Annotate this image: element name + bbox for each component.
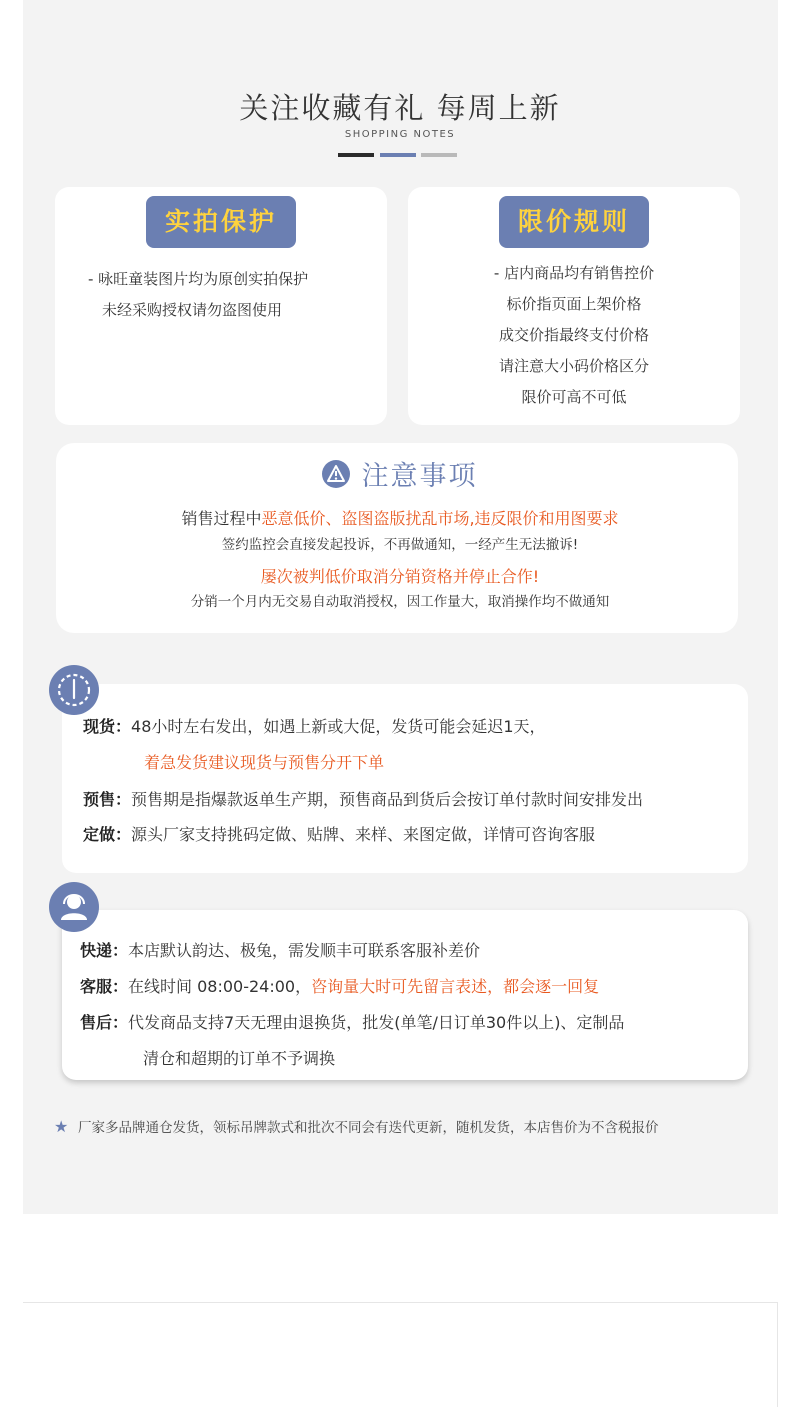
photo-protection-card (55, 187, 387, 425)
title-bar-dark (338, 153, 374, 157)
spot-text: 48小时左右发出，如遇上新或大促，发货可能会延迟1天， (131, 717, 546, 736)
price-rules-card (408, 187, 740, 425)
price-rules-line: 请注意大小码价格区分 (498, 357, 649, 375)
notice-header (0, 454, 800, 493)
express-row (80, 938, 480, 961)
presale-text: 预售期是指爆款返单生产期，预售商品到货后会按订单付款时间安排发出 (131, 790, 644, 809)
title-bar-blue (380, 153, 416, 157)
custom-text: 源头厂家支持挑码定做、贴牌、来样、来图定做，详情可咨询客服 (131, 825, 596, 844)
presale-row (83, 787, 643, 810)
notice-line-1 (0, 506, 800, 529)
cs-label: 客服： (80, 977, 129, 996)
custom-label: 定做： (83, 825, 132, 844)
price-rules-badge: 限价规则 (499, 196, 649, 248)
notice-line-4: 分销一个月内无交易自动取消授权，因工作量大，取消操作均不做通知 (190, 594, 610, 610)
page-title: 关注收藏有礼 每周上新 (239, 91, 561, 125)
photo-protection-badge: 实拍保护 (146, 196, 296, 248)
footnote (54, 1116, 659, 1136)
photo-protection-line: 未经采购授权请勿盗图使用 (102, 301, 283, 319)
price-rules-line: - 店内商品均有销售控价 (493, 264, 655, 282)
after-sales-row (80, 1010, 624, 1033)
notice-title: 注意事项 (361, 461, 478, 492)
customer-service-icon (49, 882, 99, 932)
custom-row (83, 822, 595, 845)
notice-line-3: 屡次被判低价取消分销资格并停止合作! (260, 567, 540, 586)
price-rules-line: 限价可高不可低 (521, 388, 627, 406)
price-rules-text (408, 258, 740, 413)
star-icon: ★ (54, 1117, 69, 1136)
express-label: 快递： (80, 941, 129, 960)
divider (23, 1302, 778, 1303)
spot-row (83, 714, 546, 737)
price-rules-line: 标价指页面上架价格 (506, 295, 642, 313)
cs-text: 在线时间 08:00-24:00， (128, 977, 312, 996)
notice-line-2: 签约监控会直接发起投诉，不再做通知，一经产生无法撤诉! (221, 537, 579, 553)
spot-note: 着急发货建议现货与预售分开下单 (144, 753, 385, 772)
clock-icon (49, 665, 99, 715)
after-sales-text: 代发商品支持7天无理由退换货，批发(单笔/日订单30件以上)、定制品 (128, 1013, 625, 1032)
footnote-text: 厂家多品牌通仓发货，领标吊牌款式和批次不同会有迭代更新，随机发货，本店售价为不含税报价 (78, 1120, 659, 1136)
after-sales-text-2: 清仓和超期的订单不予调换 (143, 1049, 336, 1068)
cs-note: 咨询量大时可先留言表述，都会逐一回复 (311, 977, 600, 996)
divider-vertical (777, 1302, 778, 1407)
express-text: 本店默认韵达、极兔，需发顺丰可联系客服补差价 (128, 941, 481, 960)
after-sales-label: 售后： (80, 1013, 129, 1032)
price-rules-line: 成交价指最终支付价格 (498, 326, 649, 344)
photo-protection-line: - 咏旺童装图片均为原创实拍保护 (88, 270, 309, 288)
title-bar-gray (421, 153, 457, 157)
warning-icon (322, 460, 350, 488)
page-subtitle: SHOPPING NOTES (344, 129, 456, 140)
cs-row (80, 974, 599, 997)
presale-label: 预售： (83, 790, 132, 809)
notice-line-1-highlight: 恶意低价、盗图盗版扰乱市场,违反限价和用图要求 (261, 509, 619, 528)
spot-label: 现货： (83, 717, 132, 736)
photo-protection-text (88, 264, 308, 326)
notice-line-1-prefix: 销售过程中 (181, 509, 262, 528)
